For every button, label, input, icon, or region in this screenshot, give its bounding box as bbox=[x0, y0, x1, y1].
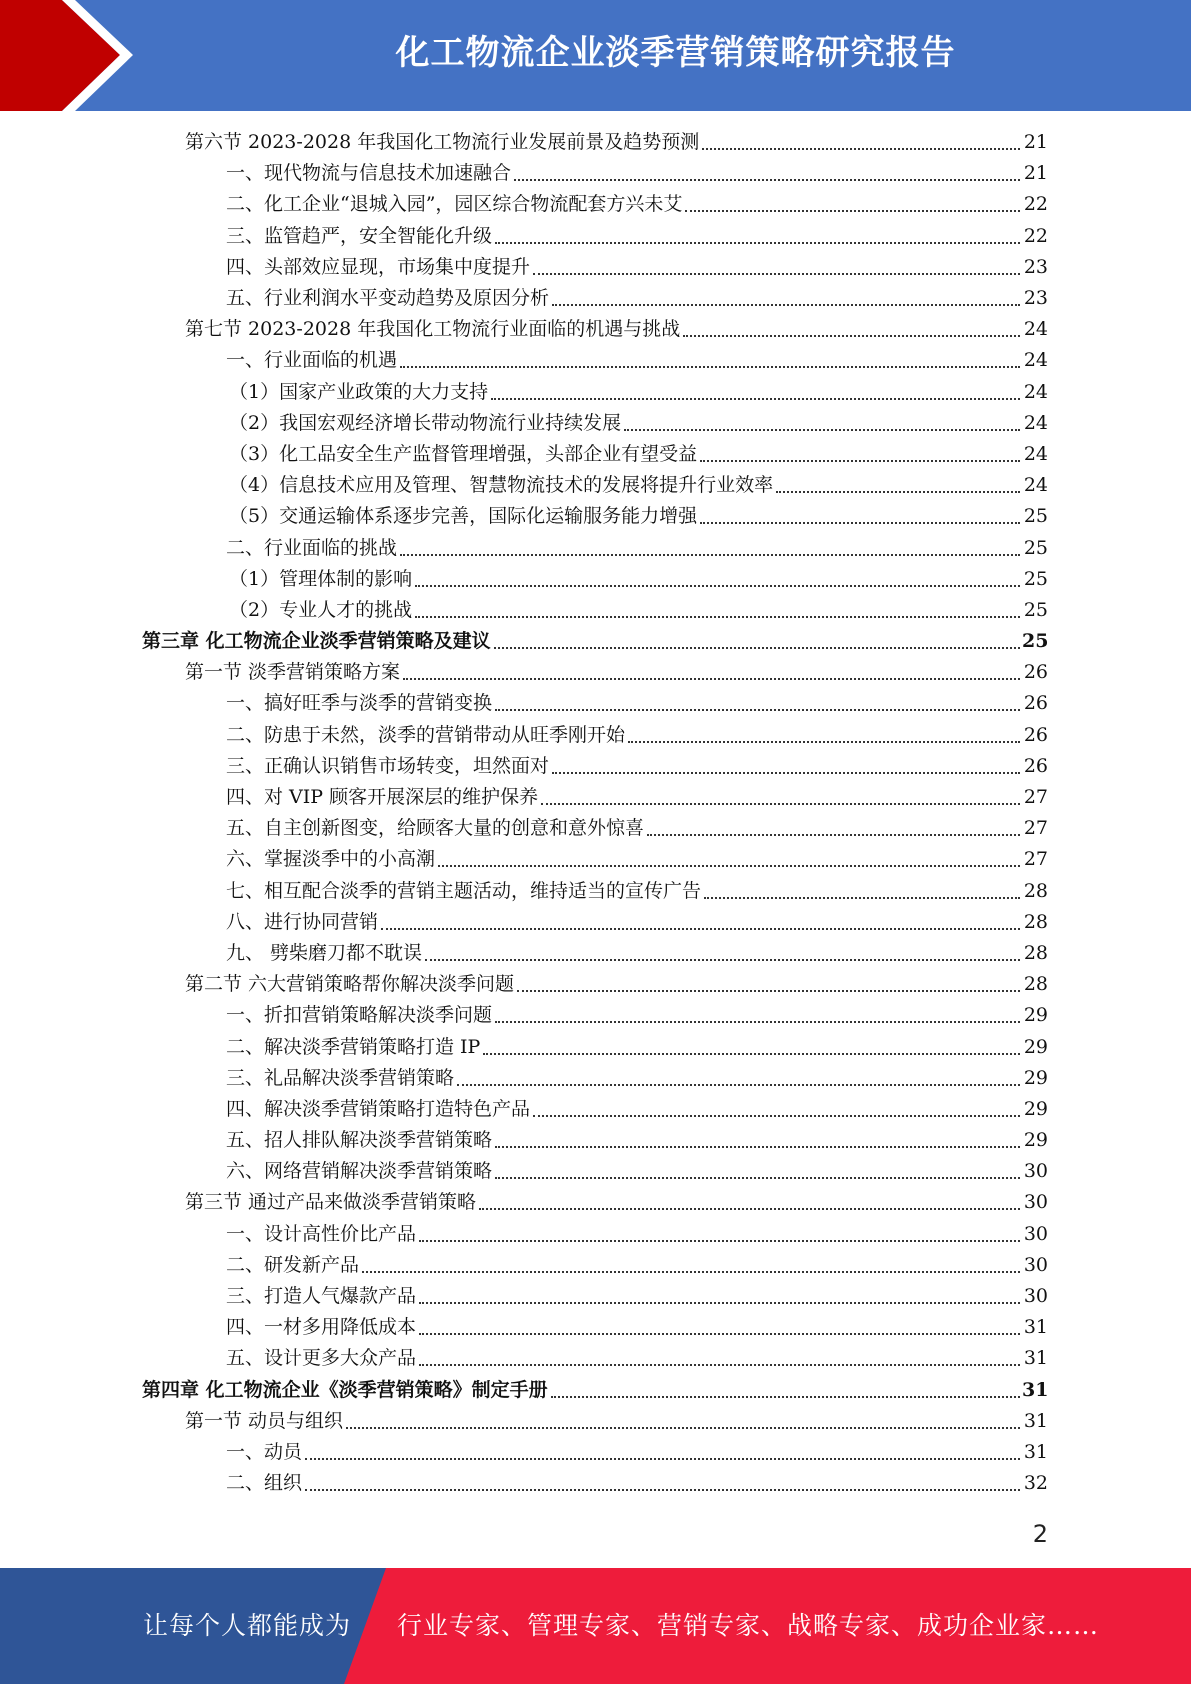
toc-subsection-entry[interactable] bbox=[0, 1250, 1048, 1281]
toc-dot-leader bbox=[551, 1395, 1020, 1398]
toc-section-entry[interactable] bbox=[0, 127, 1048, 158]
toc-entry-page: 25 bbox=[1023, 505, 1048, 528]
toc-entry-label: 第一节 淡季营销策略方案 bbox=[185, 661, 401, 684]
toc-entry-label: 第二节 六大营销策略帮你解决淡季问题 bbox=[185, 973, 515, 996]
toc-entry-label: 一、行业面临的机遇 bbox=[226, 349, 398, 372]
toc-dot-leader bbox=[700, 521, 1020, 524]
toc-entry-page: 23 bbox=[1023, 255, 1048, 278]
toc-entry-page: 22 bbox=[1023, 193, 1048, 216]
toc-entry-page: 29 bbox=[1023, 1035, 1048, 1058]
toc-entry-page: 24 bbox=[1023, 442, 1048, 465]
toc-entry-label: （2）我国宏观经济增长带动物流行业持续发展 bbox=[229, 411, 622, 434]
toc-subsection-entry[interactable] bbox=[0, 1000, 1048, 1031]
toc-dot-leader bbox=[683, 334, 1020, 337]
toc-entry-label: 第四章 化工物流企业《淡季营销策略》制定手册 bbox=[142, 1378, 548, 1401]
toc-entry-page: 25 bbox=[1023, 598, 1048, 621]
toc-entry-label: 一、折扣营销策略解决淡季问题 bbox=[226, 1004, 493, 1027]
toc-entry-label: 二、解决淡季营销策略打造 IP bbox=[226, 1035, 481, 1058]
toc-section-entry[interactable] bbox=[0, 1187, 1048, 1218]
toc-entry-page: 23 bbox=[1023, 287, 1048, 310]
toc-entry-page: 31 bbox=[1023, 1440, 1048, 1463]
toc-subsection-entry[interactable] bbox=[0, 720, 1048, 751]
toc-entry-page: 24 bbox=[1023, 349, 1048, 372]
toc-dot-leader bbox=[533, 1114, 1020, 1117]
toc-dot-leader bbox=[624, 428, 1020, 431]
toc-dot-leader bbox=[305, 1457, 1020, 1460]
toc-entry-label: 三、礼品解决淡季营销策略 bbox=[226, 1066, 455, 1089]
toc-subsection-entry[interactable] bbox=[0, 782, 1048, 813]
toc-entry-page: 32 bbox=[1023, 1472, 1048, 1495]
toc-subsection-entry[interactable] bbox=[0, 501, 1048, 532]
toc-subsection-entry[interactable] bbox=[0, 938, 1048, 969]
toc-subsection-entry[interactable] bbox=[0, 252, 1048, 283]
toc-subsection-entry[interactable] bbox=[0, 470, 1048, 501]
toc-entry-label: 第六节 2023-2028 年我国化工物流行业发展前景及趋势预测 bbox=[185, 131, 700, 154]
header-banner bbox=[0, 0, 1191, 111]
toc-dot-leader bbox=[494, 646, 1020, 649]
toc-entry-label: （2）专业人才的挑战 bbox=[229, 598, 413, 621]
toc-dot-leader bbox=[346, 1426, 1020, 1429]
toc-entry-page: 24 bbox=[1023, 411, 1048, 434]
toc-entry-page: 29 bbox=[1023, 1066, 1048, 1089]
toc-dot-leader bbox=[702, 147, 1020, 150]
toc-section-entry[interactable] bbox=[0, 969, 1048, 1000]
toc-dot-leader bbox=[495, 708, 1020, 711]
toc-dot-leader bbox=[776, 490, 1020, 493]
toc-dot-leader bbox=[403, 677, 1020, 680]
toc-dot-leader bbox=[491, 397, 1020, 400]
toc-entry-label: 一、现代物流与信息技术加速融合 bbox=[226, 162, 512, 185]
toc-subsection-entry[interactable] bbox=[0, 1312, 1048, 1343]
toc-entry-page: 29 bbox=[1023, 1129, 1048, 1152]
toc-entry-label: 五、招人排队解决淡季营销策略 bbox=[226, 1129, 493, 1152]
toc-dot-leader bbox=[514, 178, 1020, 181]
toc-entry-label: 第三节 通过产品来做淡季营销策略 bbox=[185, 1191, 477, 1214]
toc-entry-page: 24 bbox=[1023, 380, 1048, 403]
toc-entry-label: （1）国家产业政策的大力支持 bbox=[229, 380, 489, 403]
toc-subsection-entry[interactable] bbox=[0, 283, 1048, 314]
toc-subsection-entry[interactable] bbox=[0, 189, 1048, 220]
toc-dot-leader bbox=[495, 1020, 1020, 1023]
toc-entry-label: （4）信息技术应用及管理、智慧物流技术的发展将提升行业效率 bbox=[229, 474, 774, 497]
toc-dot-leader bbox=[362, 1270, 1020, 1273]
toc-entry-page: 31 bbox=[1023, 1347, 1048, 1370]
toc-dot-leader bbox=[495, 241, 1020, 244]
red-chevron-graphic bbox=[0, 0, 148, 111]
toc-entry-label: 一、搞好旺季与淡季的营销变换 bbox=[226, 692, 493, 715]
toc-subsection-entry[interactable] bbox=[0, 907, 1048, 938]
toc-dot-leader bbox=[483, 1052, 1020, 1055]
toc-dot-leader bbox=[419, 1301, 1020, 1304]
toc-entry-label: 四、解决淡季营销策略打造特色产品 bbox=[226, 1097, 531, 1120]
toc-section-entry[interactable] bbox=[0, 314, 1048, 345]
toc-entry-label: 八、进行协同营销 bbox=[226, 910, 379, 933]
footer-banner bbox=[0, 1568, 1191, 1684]
toc-dot-leader bbox=[381, 927, 1020, 930]
toc-dot-leader bbox=[438, 864, 1020, 867]
toc-dot-leader bbox=[415, 615, 1020, 618]
toc-entry-label: 七、相互配合淡季的营销主题活动，维持适当的宣传广告 bbox=[226, 879, 702, 902]
toc-entry-label: 九、 劈柴磨刀都不耽误 bbox=[226, 941, 423, 964]
toc-entry-page: 25 bbox=[1023, 567, 1048, 590]
toc-entry-page: 26 bbox=[1023, 661, 1048, 684]
toc-entry-label: （5）交通运输体系逐步完善，国际化运输服务能力增强 bbox=[229, 505, 698, 528]
toc-dot-leader bbox=[495, 1145, 1020, 1148]
toc-entry-page: 30 bbox=[1023, 1253, 1048, 1276]
footer-slogan-left: 让每个人都能成为 bbox=[143, 1611, 352, 1640]
toc-entry-label: 五、行业利润水平变动趋势及原因分析 bbox=[226, 287, 550, 310]
toc-entry-label: 四、一材多用降低成本 bbox=[226, 1316, 417, 1339]
toc-dot-leader bbox=[425, 958, 1020, 961]
toc-subsection-entry[interactable] bbox=[0, 532, 1048, 563]
toc-subsection-entry[interactable] bbox=[0, 1437, 1048, 1468]
toc-entry-label: 二、组织 bbox=[226, 1472, 303, 1495]
toc-entry-page: 30 bbox=[1023, 1160, 1048, 1183]
toc-dot-leader bbox=[479, 1207, 1020, 1210]
toc-dot-leader bbox=[495, 1176, 1020, 1179]
toc-dot-leader bbox=[541, 802, 1020, 805]
toc-entry-page: 29 bbox=[1023, 1097, 1048, 1120]
toc-entry-page: 28 bbox=[1023, 941, 1048, 964]
toc-subsection-entry[interactable] bbox=[0, 158, 1048, 189]
toc-entry-page: 25 bbox=[1023, 536, 1048, 559]
toc-entry-page: 31 bbox=[1023, 1316, 1048, 1339]
toc-entry-label: 三、监管趋严，安全智能化升级 bbox=[226, 224, 493, 247]
toc-section-entry[interactable] bbox=[0, 1406, 1048, 1437]
footer-slogan-right: 行业专家、管理专家、营销专家、战略专家、成功企业家…… bbox=[397, 1611, 1100, 1640]
toc-entry-page: 29 bbox=[1023, 1004, 1048, 1027]
table-of-contents bbox=[0, 127, 1191, 1499]
toc-dot-leader bbox=[419, 1332, 1020, 1335]
toc-entry-label: 第三章 化工物流企业淡季营销策略及建议 bbox=[142, 630, 491, 653]
toc-entry-page: 31 bbox=[1022, 1378, 1049, 1401]
toc-entry-label: 第一节 动员与组织 bbox=[185, 1409, 344, 1432]
toc-dot-leader bbox=[419, 1363, 1020, 1366]
toc-entry-page: 28 bbox=[1023, 879, 1048, 902]
toc-dot-leader bbox=[400, 553, 1020, 556]
toc-dot-leader bbox=[517, 989, 1020, 992]
toc-subsection-entry[interactable] bbox=[0, 408, 1048, 439]
toc-subsection-entry[interactable] bbox=[0, 439, 1048, 470]
toc-entry-label: （1）管理体制的影响 bbox=[229, 567, 413, 590]
toc-entry-label: 三、打造人气爆款产品 bbox=[226, 1285, 417, 1308]
toc-subsection-entry[interactable] bbox=[0, 377, 1048, 408]
toc-entry-page: 24 bbox=[1023, 474, 1048, 497]
toc-dot-leader bbox=[457, 1083, 1020, 1086]
toc-entry-page: 21 bbox=[1023, 162, 1048, 185]
toc-dot-leader bbox=[552, 771, 1020, 774]
toc-subsection-entry[interactable] bbox=[0, 1468, 1048, 1499]
toc-subsection-entry[interactable] bbox=[0, 1281, 1048, 1312]
toc-entry-page: 30 bbox=[1023, 1222, 1048, 1245]
toc-subsection-entry[interactable] bbox=[0, 1031, 1048, 1062]
toc-dot-leader bbox=[685, 209, 1020, 212]
toc-entry-page: 25 bbox=[1022, 630, 1049, 653]
toc-dot-leader bbox=[704, 896, 1020, 899]
toc-entry-page: 31 bbox=[1023, 1409, 1048, 1432]
toc-dot-leader bbox=[305, 1488, 1020, 1491]
toc-entry-label: 五、设计更多大众产品 bbox=[226, 1347, 417, 1370]
toc-entry-label: （3）化工品安全生产监督管理增强，头部企业有望受益 bbox=[229, 442, 698, 465]
toc-section-entry[interactable] bbox=[0, 657, 1048, 688]
toc-subsection-entry[interactable] bbox=[0, 1125, 1048, 1156]
toc-dot-leader bbox=[533, 272, 1020, 275]
toc-entry-page: 30 bbox=[1023, 1191, 1048, 1214]
toc-entry-page: 27 bbox=[1023, 848, 1048, 871]
toc-entry-label: 三、正确认识销售市场转变，坦然面对 bbox=[226, 754, 550, 777]
toc-subsection-entry[interactable] bbox=[0, 1219, 1048, 1250]
toc-dot-leader bbox=[628, 740, 1020, 743]
toc-entry-page: 24 bbox=[1023, 318, 1048, 341]
toc-entry-page: 26 bbox=[1023, 754, 1048, 777]
page-number: 2 bbox=[1032, 1520, 1048, 1548]
toc-entry-label: 五、自主创新图变，给顾客大量的创意和意外惊喜 bbox=[226, 817, 645, 840]
toc-entry-label: 六、掌握淡季中的小高潮 bbox=[226, 848, 436, 871]
toc-subsection-entry[interactable] bbox=[0, 1156, 1048, 1187]
toc-entry-label: 二、化工企业“退城入园”，园区综合物流配套方兴未艾 bbox=[226, 193, 683, 216]
toc-entry-label: 六、网络营销解决淡季营销策略 bbox=[226, 1160, 493, 1183]
toc-dot-leader bbox=[552, 303, 1020, 306]
report-title: 化工物流企业淡季营销策略研究报告 bbox=[395, 33, 956, 73]
toc-chapter-entry[interactable] bbox=[0, 626, 1048, 657]
toc-entry-label: 二、研发新产品 bbox=[226, 1253, 360, 1276]
toc-subsection-entry[interactable] bbox=[0, 595, 1048, 626]
toc-entry-page: 21 bbox=[1023, 131, 1048, 154]
toc-entry-label: 四、头部效应显现，市场集中度提升 bbox=[226, 255, 531, 278]
toc-dot-leader bbox=[700, 459, 1020, 462]
toc-subsection-entry[interactable] bbox=[0, 221, 1048, 252]
toc-entry-label: 二、防患于未然，淡季的营销带动从旺季刚开始 bbox=[226, 723, 626, 746]
toc-entry-page: 26 bbox=[1023, 692, 1048, 715]
toc-entry-page: 28 bbox=[1023, 973, 1048, 996]
toc-entry-label: 四、对 VIP 顾客开展深层的维护保养 bbox=[226, 786, 539, 809]
toc-subsection-entry[interactable] bbox=[0, 813, 1048, 844]
toc-subsection-entry[interactable] bbox=[0, 688, 1048, 719]
toc-dot-leader bbox=[647, 833, 1020, 836]
toc-subsection-entry[interactable] bbox=[0, 876, 1048, 907]
toc-dot-leader bbox=[400, 365, 1020, 368]
toc-dot-leader bbox=[415, 584, 1020, 587]
toc-subsection-entry[interactable] bbox=[0, 751, 1048, 782]
toc-subsection-entry[interactable] bbox=[0, 345, 1048, 376]
toc-subsection-entry[interactable] bbox=[0, 564, 1048, 595]
toc-entry-page: 30 bbox=[1023, 1285, 1048, 1308]
toc-subsection-entry[interactable] bbox=[0, 1094, 1048, 1125]
toc-entry-page: 22 bbox=[1023, 224, 1048, 247]
toc-entry-label: 一、设计高性价比产品 bbox=[226, 1222, 417, 1245]
toc-entry-label: 一、动员 bbox=[226, 1440, 303, 1463]
toc-subsection-entry[interactable] bbox=[0, 1343, 1048, 1374]
toc-entry-page: 27 bbox=[1023, 817, 1048, 840]
toc-subsection-entry[interactable] bbox=[0, 844, 1048, 875]
toc-entry-page: 28 bbox=[1023, 910, 1048, 933]
toc-dot-leader bbox=[419, 1239, 1020, 1242]
toc-entry-page: 26 bbox=[1023, 723, 1048, 746]
toc-entry-label: 二、行业面临的挑战 bbox=[226, 536, 398, 559]
toc-entry-page: 27 bbox=[1023, 786, 1048, 809]
toc-subsection-entry[interactable] bbox=[0, 1063, 1048, 1094]
toc-entry-label: 第七节 2023-2028 年我国化工物流行业面临的机遇与挑战 bbox=[185, 318, 681, 341]
toc-chapter-entry[interactable] bbox=[0, 1375, 1048, 1406]
